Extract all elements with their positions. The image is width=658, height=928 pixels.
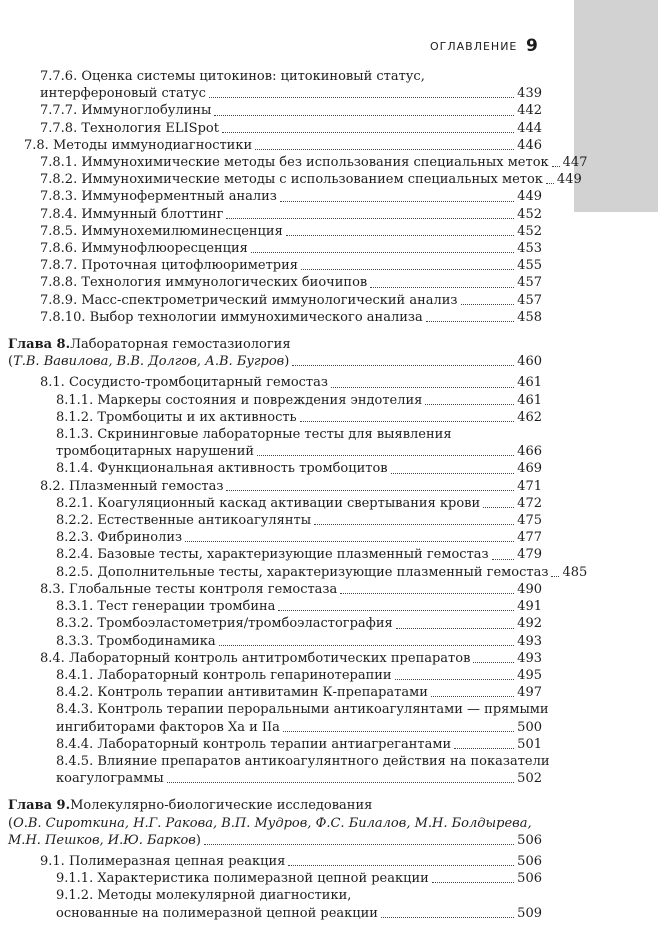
- toc-entry-title: 7.8.7. Проточная цитофлюориметрия: [40, 258, 298, 274]
- toc-entry[interactable]: [8, 512, 542, 529]
- toc-page-number: 501: [517, 736, 542, 752]
- toc-entry[interactable]: [8, 633, 542, 650]
- toc-entry[interactable]: [8, 564, 588, 581]
- toc-entry[interactable]: [8, 223, 542, 240]
- toc-leader-dots: [551, 576, 559, 577]
- chapter-heading[interactable]: [8, 336, 542, 374]
- toc-leader-dots: [396, 628, 514, 629]
- toc-leader-dots: [288, 865, 514, 866]
- toc-entry[interactable]: [8, 154, 588, 171]
- toc-entry[interactable]: [8, 102, 542, 119]
- toc-entry-title: 8.4.3. Контроль терапии пероральными антикоагулянтами — прямыми: [56, 702, 549, 718]
- toc-leader-dots: [395, 679, 515, 680]
- toc-leader-dots: [391, 473, 515, 474]
- toc-leader-dots: [492, 559, 515, 560]
- toc-entry-line[interactable]: [8, 905, 542, 922]
- toc-entry[interactable]: [8, 870, 542, 887]
- toc-entry[interactable]: [8, 171, 582, 188]
- chapter-authors: Т.В. Вавилова, В.В. Долгов, А.В. Бугров: [13, 354, 285, 370]
- toc-entry-title: 8.1.4. Функциональная активность тромбоцитов: [56, 461, 388, 477]
- toc-entry[interactable]: [8, 374, 542, 391]
- toc-page-number: 439: [517, 86, 542, 102]
- toc-page-number: 449: [517, 189, 542, 205]
- toc-page-number: 509: [517, 905, 542, 921]
- chapter-number: Глава 9.: [8, 798, 71, 814]
- toc-page-number: 455: [517, 258, 542, 274]
- toc-entry[interactable]: [8, 581, 542, 598]
- toc-page-number: 493: [517, 633, 542, 649]
- toc-entry-line[interactable]: [8, 443, 542, 460]
- toc-entry-title: 8.2.3. Фибринолиз: [56, 530, 183, 546]
- toc-page-number: 492: [517, 616, 542, 632]
- chapter-heading[interactable]: [8, 797, 542, 853]
- toc-page-number: 452: [517, 223, 542, 239]
- running-title: ОГЛАВЛЕНИЕ: [430, 40, 518, 53]
- toc-page-number: 500: [517, 719, 542, 735]
- toc-leader-dots: [454, 748, 514, 749]
- toc-entry[interactable]: [8, 409, 542, 426]
- chapter-authors-line[interactable]: [8, 353, 542, 370]
- toc-page-number: 447: [562, 155, 588, 171]
- toc-page-number: 495: [517, 667, 542, 683]
- toc-page-number: 506: [517, 832, 542, 848]
- toc-page-number: 497: [517, 685, 542, 701]
- toc-entry-multiline[interactable]: [8, 426, 542, 460]
- toc-entry[interactable]: [8, 460, 542, 477]
- toc-entry[interactable]: [8, 598, 542, 615]
- chapter-title: Лабораторная гемостазиология: [70, 337, 291, 353]
- page-number: 9: [526, 36, 538, 56]
- toc-entry-title: 7.8.1. Иммунохимические методы без использования специальных меток: [40, 155, 549, 171]
- chapter-title-line: [8, 797, 542, 814]
- toc-entry-title: 7.8.3. Иммуноферментный анализ: [40, 189, 277, 205]
- toc-entry-line[interactable]: [8, 753, 550, 770]
- toc-entry-multiline[interactable]: [8, 68, 542, 102]
- toc-leader-dots: [214, 115, 514, 116]
- toc-leader-dots: [546, 183, 554, 184]
- toc-entry-title: 8.1.2. Тромбоциты и их активность: [56, 409, 297, 425]
- toc-entry[interactable]: [8, 120, 542, 137]
- toc-leader-dots: [185, 541, 514, 542]
- toc-entry[interactable]: [8, 240, 542, 257]
- toc-entry-line[interactable]: [8, 68, 542, 85]
- toc-entry-title: 7.8.8. Технология иммунологических биочипов: [40, 275, 368, 291]
- chapter-title-line: [8, 336, 542, 353]
- toc-entry-title: основанные на полимеразной цепной реакции: [56, 905, 378, 921]
- toc-entry-multiline[interactable]: [8, 753, 550, 787]
- toc-entry[interactable]: [8, 615, 542, 632]
- toc-entry-multiline[interactable]: [8, 701, 549, 735]
- toc-entry[interactable]: [8, 650, 542, 667]
- toc-entry-title: 8.4.4. Лабораторный контроль терапии антиагрегантами: [56, 736, 452, 752]
- toc-leader-dots: [255, 149, 514, 150]
- toc-page-number: 485: [562, 564, 588, 580]
- toc-page-number: 452: [517, 206, 542, 222]
- toc-entry-title: 8.2.5. Дополнительные тесты, характеризующие плазменный гемостаз: [56, 564, 549, 580]
- toc-page-number: 506: [517, 871, 542, 887]
- toc-entry-title: 7.8.5. Иммунохемилюминесценция: [40, 223, 283, 239]
- toc-page-number: 453: [517, 241, 542, 257]
- toc-entry-title: 9.1.2. Методы молекулярной диагностики,: [56, 888, 352, 904]
- toc-leader-dots: [226, 218, 514, 219]
- chapter-title: Молекулярно-биологические исследования: [70, 798, 373, 814]
- toc-leader-dots: [340, 593, 514, 594]
- toc-page-number: 502: [517, 771, 542, 787]
- toc-page-number: 466: [517, 444, 542, 460]
- toc-leader-dots: [552, 166, 560, 167]
- toc-leader-dots: [301, 269, 514, 270]
- toc-page-number: 462: [517, 409, 542, 425]
- toc-page-number: 479: [517, 547, 542, 563]
- toc-entry-title: 8.3. Глобальные тесты контроля гемостаза: [40, 581, 338, 597]
- toc-page-number: 469: [517, 461, 542, 477]
- toc-entry-title: (Т.В. Вавилова, В.В. Долгов, А.В. Бугров): [8, 354, 290, 370]
- toc-page-number: 472: [517, 495, 542, 511]
- toc-entry-title: 8.4. Лабораторный контроль антитромботических препаратов: [40, 650, 471, 666]
- toc-entry-title: 8.2. Плазменный гемостаз: [40, 478, 224, 494]
- toc-leader-dots: [257, 455, 514, 456]
- toc-entry-line[interactable]: [8, 85, 542, 102]
- toc-page-number: 442: [517, 103, 542, 119]
- toc-entry-title: интерфероновый статус: [40, 86, 206, 102]
- toc-entry[interactable]: [8, 684, 542, 701]
- toc-entry-title: 8.3.3. Тромбодинамика: [56, 633, 216, 649]
- chapter-number: Глава 8.: [8, 337, 71, 353]
- toc-entry-title: (О.В. Сироткина, Н.Г. Ракова, В.П. Мудров, Ф.С. Билалов, М.Н. Болдырева,: [8, 815, 532, 831]
- toc-entry-title: 7.7.8. Технология ELISpot: [40, 120, 219, 136]
- toc-entry[interactable]: [8, 137, 542, 154]
- toc-entry-title: 8.3.1. Тест генерации тромбина: [56, 599, 276, 615]
- chapter-authors-line[interactable]: [8, 815, 542, 832]
- toc-entry-title: 8.4.1. Лабораторный контроль гепаринотерапии: [56, 667, 392, 683]
- toc-entry[interactable]: [8, 478, 542, 495]
- toc-page-number: 475: [517, 513, 542, 529]
- table-of-contents: [8, 68, 588, 922]
- toc-entry-line[interactable]: [8, 426, 542, 443]
- toc-leader-dots: [292, 365, 514, 366]
- toc-entry-title: 7.7.7. Иммуноглобулины: [40, 103, 212, 119]
- toc-leader-dots: [431, 696, 514, 697]
- toc-entry-title: 8.4.2. Контроль терапии антивитамин К-препаратами: [56, 685, 428, 701]
- toc-entry-line[interactable]: [8, 770, 542, 787]
- toc-leader-dots: [461, 304, 515, 305]
- toc-leader-dots: [473, 662, 514, 663]
- toc-leader-dots: [425, 404, 514, 405]
- toc-leader-dots: [226, 490, 514, 491]
- toc-leader-dots: [280, 201, 514, 202]
- toc-page-number: 461: [517, 375, 542, 391]
- toc-page-number: 446: [517, 137, 542, 153]
- toc-entry-title: М.Н. Пешков, И.Ю. Барков): [8, 832, 201, 848]
- toc-entry-title: 8.2.1. Коагуляционный каскад активации свертывания крови: [56, 495, 481, 511]
- toc-leader-dots: [314, 524, 514, 525]
- toc-entry-title: 7.8.2. Иммунохимические методы с использованием специальных меток: [40, 172, 543, 188]
- chapter-authors: О.В. Сироткина, Н.Г. Ракова, В.П. Мудров, Ф.С. Билалов, М.Н. Болдырева,: [13, 815, 532, 831]
- toc-page-number: 490: [517, 581, 542, 597]
- toc-leader-dots: [278, 610, 514, 611]
- toc-leader-dots: [209, 97, 514, 98]
- toc-leader-dots: [370, 287, 514, 288]
- toc-entry-title: 8.1.1. Маркеры состояния и повреждения эндотелия: [56, 392, 423, 408]
- toc-entry[interactable]: [8, 257, 542, 274]
- toc-leader-dots: [167, 782, 514, 783]
- toc-leader-dots: [251, 252, 514, 253]
- toc-entry-title: 7.8.6. Иммунофлюоресценция: [40, 241, 248, 257]
- toc-leader-dots: [283, 731, 514, 732]
- toc-entry-title: 9.1.1. Характеристика полимеразной цепной реакции: [56, 871, 429, 887]
- toc-entry-title: ингибиторами факторов Ха и IIa: [56, 719, 280, 735]
- toc-page-number: 444: [517, 120, 542, 136]
- toc-leader-dots: [286, 235, 514, 236]
- toc-entry-title: 8.1. Сосудисто-тромбоцитарный гемостаз: [40, 375, 328, 391]
- toc-entry[interactable]: [8, 274, 542, 291]
- toc-page-number: 460: [517, 354, 542, 370]
- toc-entry-title: 7.7.6. Оценка системы цитокинов: цитокиновый статус,: [40, 69, 425, 84]
- toc-leader-dots: [381, 917, 514, 918]
- toc-leader-dots: [204, 844, 514, 845]
- toc-page-number: 491: [517, 599, 542, 615]
- toc-page-number: 457: [517, 292, 542, 308]
- toc-entry[interactable]: [8, 392, 542, 409]
- toc-entry[interactable]: [8, 546, 542, 563]
- toc-page-number: 449: [556, 172, 582, 188]
- toc-entry[interactable]: [8, 736, 542, 753]
- toc-entry-title: 8.4.5. Влияние препаратов антикоагулянтного действия на показатели: [56, 753, 550, 769]
- toc-page-number: 461: [517, 392, 542, 408]
- toc-entry-title: 7.8.10. Выбор технологии иммунохимического анализа: [40, 309, 423, 325]
- toc-leader-dots: [219, 645, 515, 646]
- toc-entry-title: 7.8. Методы иммунодиагностики: [24, 137, 253, 153]
- toc-entry-title: 8.2.2. Естественные антикоагулянты: [56, 513, 312, 529]
- toc-entry[interactable]: [8, 495, 542, 512]
- toc-leader-dots: [300, 421, 515, 422]
- chapter-thumb-tab: [574, 0, 658, 212]
- toc-page-number: 471: [517, 478, 542, 494]
- chapter-authors-line[interactable]: [8, 832, 542, 849]
- toc-entry[interactable]: [8, 292, 542, 309]
- toc-entry-title: 7.8.4. Иммунный блоттинг: [40, 206, 224, 222]
- toc-leader-dots: [483, 507, 514, 508]
- toc-entry-title: коагулограммы: [56, 771, 164, 787]
- toc-leader-dots: [331, 387, 514, 388]
- toc-leader-dots: [426, 321, 514, 322]
- toc-entry-line[interactable]: [8, 701, 549, 718]
- toc-entry-title: тромбоцитарных нарушений: [56, 444, 255, 460]
- toc-leader-dots: [432, 882, 514, 883]
- toc-entry-title: 8.1.3. Скрининговые лабораторные тесты для выявления: [56, 427, 452, 443]
- toc-page-number: 477: [517, 530, 542, 546]
- toc-entry[interactable]: [8, 529, 542, 546]
- toc-page-number: 457: [517, 275, 542, 291]
- toc-entry-line[interactable]: [8, 719, 542, 736]
- toc-entry-title: 7.8.9. Масс-спектрометрический иммунологический анализ: [40, 292, 458, 308]
- toc-entry-line[interactable]: [8, 887, 542, 904]
- toc-entry-multiline[interactable]: [8, 887, 542, 921]
- toc-entry[interactable]: [8, 853, 542, 870]
- toc-page-number: 458: [517, 309, 542, 325]
- chapter-authors: М.Н. Пешков, И.Ю. Барков: [8, 832, 196, 848]
- toc-entry[interactable]: [8, 667, 542, 684]
- toc-page-number: 493: [517, 650, 542, 666]
- toc-entry[interactable]: [8, 206, 542, 223]
- toc-entry-title: 9.1. Полимеразная цепная реакция: [40, 853, 286, 869]
- toc-entry[interactable]: [8, 188, 542, 205]
- toc-leader-dots: [222, 132, 514, 133]
- toc-page-number: 506: [517, 853, 542, 869]
- toc-entry-title: 8.3.2. Тромбоэластометрия/тромбоэластография: [56, 616, 393, 632]
- toc-entry-title: 8.2.4. Базовые тесты, характеризующие плазменный гемостаз: [56, 547, 489, 563]
- toc-entry[interactable]: [8, 309, 542, 326]
